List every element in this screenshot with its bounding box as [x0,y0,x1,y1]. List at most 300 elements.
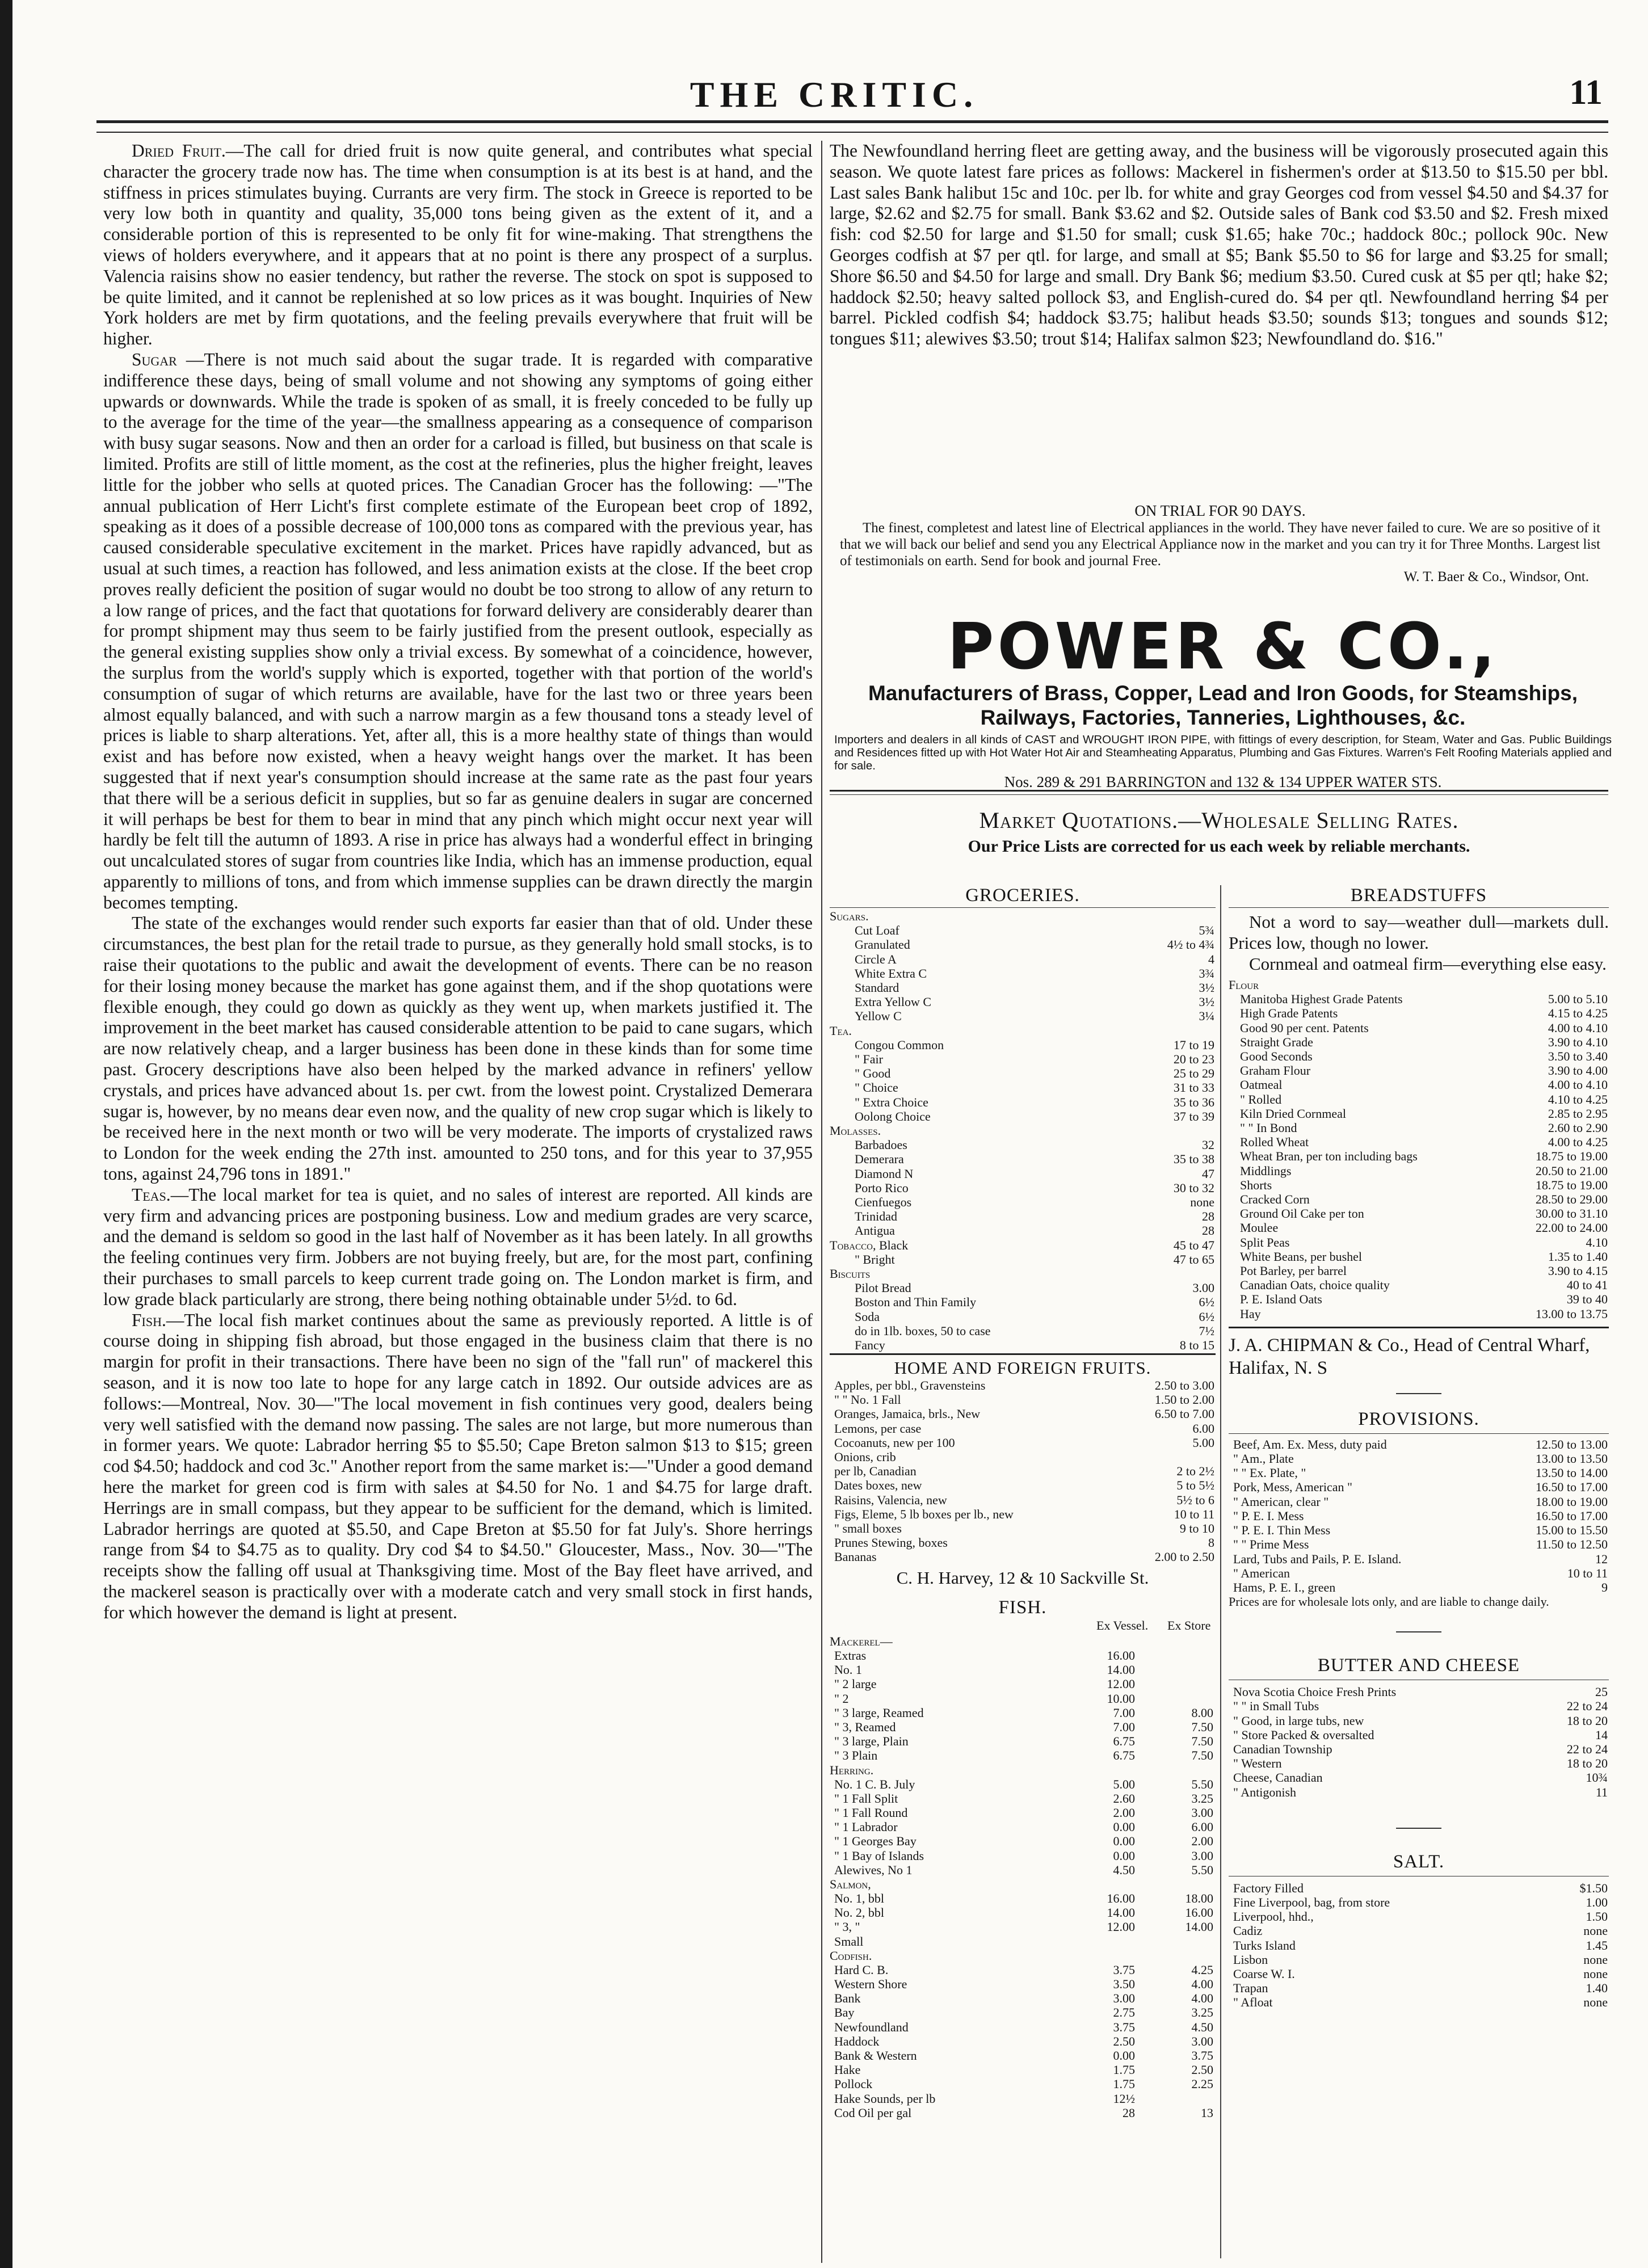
row-item: Beef, Am. Ex. Mess, duty paid [1233,1437,1387,1451]
table-row [830,1834,1216,1848]
row-name: Black [876,1238,909,1252]
row-item: " P. E. I. Thin Mess [1233,1523,1331,1538]
row-ex-store [1136,1877,1216,1891]
row-price: 5½ to 6 [1176,1492,1214,1507]
row-ex-vessel: 12.00 [1107,1920,1135,1934]
table-row [830,1421,1216,1436]
table-row [830,1535,1216,1550]
row-ex-store: 5.50 [1191,1862,1213,1877]
table-row [1229,1135,1609,1149]
row-price: 32 [1202,1138,1214,1152]
row-ex-store: 13 [1201,2105,1213,2120]
row-item: Oranges, Jamaica, brls., New [834,1407,981,1421]
table-row [1229,1006,1609,1020]
table-row [830,1977,1216,1991]
table-row [830,1777,1216,1791]
table-row [830,1152,1216,1166]
table-row [830,1763,1216,1777]
row-name: Granulated [855,937,910,952]
table-row [1229,1953,1609,1967]
provisions-title: PROVISIONS. [1358,1408,1479,1429]
row-price: 4.15 to 4.25 [1548,1006,1608,1021]
butter-title: BUTTER AND CHEESE [1317,1655,1520,1676]
row-name: White Extra C [855,966,927,981]
table-row [830,1820,1216,1834]
row-item: Canadian Township [1233,1741,1332,1756]
row-item: " 3, " [834,1920,860,1934]
row-price: none [1583,1952,1608,1967]
table-row [830,1378,1216,1392]
row-item: Alewives, No 1 [834,1862,913,1877]
row-name: Pot Barley, per barrel [1240,1264,1347,1278]
row-price: 3¼ [1199,1009,1214,1024]
row-ex-store: 4.00 [1191,1977,1213,1992]
table-row [830,1748,1216,1762]
provisions-note: Prices are for wholesale lots only, and are liable to change daily. [1229,1594,1549,1609]
table-row [1229,992,1609,1006]
table-row [830,1281,1216,1295]
row-price: 25 to 29 [1173,1066,1214,1081]
row-name: Manitoba Highest Grade Patents [1240,992,1403,1007]
row-item: Herring. [830,1762,874,1777]
table-row [830,1734,1216,1748]
groceries-table [830,909,1216,1352]
article-paragraph [103,1310,813,1623]
paragraph-text: —The local market for tea is quiet, and no sales of interest are reported. All kinds are very firm and advancing prices are postponing business. Low and medium grades are very scarce, and the demand is seldom so good in the last half of November as it has been lately. In all growths the feeling continues very firm. Jobbers are not buying freely, but are, for the most part, confining their purchases to small parcels to keep current trade going on. The London market is firm, and low grade black particularly are strong, there being nothing obtainable under 5½d. to 6d. [103,1184,813,1309]
breadstuffs-table [1229,978,1609,1321]
row-item: per lb, Canadian [834,1464,917,1479]
row-name: " Good [855,1066,891,1081]
row-item [830,1024,1126,1038]
row-ex-vessel: 12.00 [1107,1677,1135,1691]
table-row [830,1080,1216,1095]
row-ex-store [1136,1648,1216,1663]
ad-power-body: Importers and dealers in all kinds of CAST and WROUGHT IRON PIPE, with fittings of every description, for Steam, Water and Gas. Public Buildings and Residences fitted up with Hot Water Hot Air and Steamheating Apparatus, Plumbing and Gas Fixtures. Warren's Felt Roofing Materials applied and for sale. [834,733,1612,772]
row-price: 1.45 [1586,1938,1608,1953]
left-column [103,141,813,1623]
row-price: 39 to 40 [1566,1292,1608,1307]
row-price: 6.50 to 7.00 [1154,1407,1214,1421]
row-ex-store: 2.00 [1191,1834,1213,1849]
market-column-divider [1220,885,1221,2258]
table-row [830,1877,1216,1891]
row-item [830,1095,1126,1109]
table-row [1229,1580,1609,1594]
row-item: " " No. 1 Fall [834,1392,901,1407]
row-name: " Rolled [1240,1092,1282,1106]
row-ex-vessel: 10.00 [1107,1691,1135,1706]
table-row [830,1550,1216,1564]
row-ex-store: 2.25 [1191,2077,1213,2092]
row-price: 1.00 [1586,1895,1608,1909]
row-price: 28 [1202,1223,1214,1238]
row-item [830,1009,1126,1023]
row-ex-vessel: 2.60 [1113,1791,1135,1806]
row-ex-vessel: 3.75 [1113,1962,1135,1977]
row-price: 18.75 to 19.00 [1535,1177,1608,1192]
table-row [1229,1451,1609,1466]
row-item [830,1195,1126,1209]
table-row [1229,1092,1609,1106]
row-price: 25 [1595,1685,1608,1699]
row-price: 28.50 to 29.00 [1535,1192,1608,1207]
table-row [1229,1480,1609,1494]
table-row [830,981,1216,995]
row-price [1126,1024,1216,1038]
row-ex-vessel: 4.50 [1113,1862,1135,1877]
table-row [1229,1699,1609,1713]
row-item: " 3 large, Plain [834,1734,909,1749]
row-price: 4.10 [1586,1235,1608,1249]
row-item: Western Shore [834,1977,907,1992]
row-name: White Beans, per bushel [1240,1249,1363,1264]
table-row [1229,1206,1609,1221]
table-row [830,1963,1216,1977]
row-price: 6½ [1199,1295,1214,1310]
row-name: Diamond N [855,1166,914,1181]
table-row [830,1706,1216,1720]
row-item: Bananas [834,1550,877,1564]
row-item [830,1324,1126,1338]
row-price: 3½ [1199,995,1214,1009]
row-ex-store: 3.75 [1191,2048,1213,2063]
row-name: P. E. Island Oats [1240,1292,1322,1307]
row-item: Pork, Mess, American " [1233,1480,1353,1495]
table-row [830,1195,1216,1209]
row-item [830,966,1126,981]
table-row [830,1450,1216,1464]
row-item [830,1109,1126,1124]
row-item [830,937,1126,952]
row-item [830,923,1126,937]
breadstuffs-credit: J. A. CHIPMAN & Co., Head of Central Wharf, Halifax, N. S [1229,1335,1590,1378]
row-price: 4.00 to 4.10 [1548,1078,1608,1092]
row-ex-vessel: 3.50 [1113,1977,1135,1992]
row-ex-vessel: 7.00 [1113,1705,1135,1720]
row-item: Hake [834,2063,861,2077]
breadstuffs-section [1229,885,1609,2010]
row-item: Nova Scotia Choice Fresh Prints [1233,1685,1397,1699]
row-price: 30.00 to 31.10 [1535,1206,1608,1221]
table-row [1229,1178,1609,1192]
table-row [1229,1938,1609,1953]
table-row [1229,1509,1609,1523]
row-item [1229,1164,1503,1178]
row-price: 16.50 to 17.00 [1535,1508,1608,1523]
row-price: 13.00 to 13.75 [1535,1306,1608,1321]
table-row [1229,1063,1609,1078]
row-item: Cheese, Canadian [1233,1770,1323,1785]
fish-col-ex-vessel: Ex Vessel. [1096,1618,1149,1632]
row-price: 12.50 to 13.00 [1535,1437,1608,1451]
row-ex-vessel [1084,1949,1136,1963]
row-name: Good Seconds [1240,1049,1313,1064]
row-name: Soda [855,1309,880,1324]
row-category: Flour [1229,978,1259,992]
row-name: Antigua [855,1223,895,1238]
fish-col-ex-store: Ex Store [1167,1618,1211,1632]
table-row [1229,1981,1609,1995]
row-name: Oatmeal [1240,1078,1283,1092]
row-price: none [1190,1195,1214,1210]
row-price: 45 to 47 [1173,1238,1214,1252]
table-row [1229,1221,1609,1235]
row-item [830,1038,1126,1052]
row-item: " 3 large, Reamed [834,1705,924,1720]
row-item [830,1152,1126,1166]
ad-trial [840,502,1600,585]
row-item: " Am., Plate [1233,1451,1294,1466]
groceries-title: GROCERIES. [965,885,1080,906]
row-item: Turks Island [1233,1938,1296,1953]
row-item [1229,978,1503,992]
ad-power-address: Nos. 289 & 291 BARRINGTON and 132 & 134 UPPER WATER STS. [1004,773,1442,790]
provisions-table [1229,1437,1609,1594]
table-row [830,1181,1216,1195]
row-name: " Choice [855,1080,898,1095]
table-row [830,1252,1216,1266]
row-item [1229,1135,1503,1149]
row-ex-vessel: 28 [1123,2105,1135,2120]
row-price: 13.50 to 14.00 [1535,1466,1608,1480]
ad-power-name: POWER & CO., [947,610,1499,684]
table-row [1229,1049,1609,1063]
breadstuffs-title: BREADSTUFFS [1350,885,1487,906]
paragraph-text: —The call for dried fruit is now quite general, and contributes what special character the grocery trade now has. The time when consumption is at its best is at hand, and the stiffness in prices stimulates buying. Currants are very firm. The stock in Greece is reported to be very low both in quantity and quality, 35,000 tons being given as the extent of it, and a considerable portion of this is represented to be only fit for wine-making. That strengthens the views of holders everywhere, and it appears that at no point is there any prospect of a surplus. Valencia raisins show no easier tendency, but rather the reverse. The stock on spot is supposed to be quite limited, and it cannot be replenished at so low prices as it was bought. Inquiries of New York holders are met by firm quotations, and the feeling prevails everywhere that fruit will be higher. [103,141,813,349]
row-item [1229,992,1503,1006]
fruits-credit: C. H. Harvey, 12 & 10 Sackville St. [896,1567,1149,1588]
table-row [830,952,1216,966]
row-price: 22 to 24 [1566,1699,1608,1714]
row-price: 2.60 to 2.90 [1548,1121,1608,1135]
table-row [830,937,1216,952]
row-item [830,1338,1126,1352]
row-name: " Fair [855,1052,883,1067]
row-price [1126,1266,1216,1281]
table-row [1229,1537,1609,1551]
fruits-section [830,1358,1216,1588]
row-price: 7½ [1199,1323,1214,1338]
row-ex-store: 8.00 [1191,1705,1213,1720]
table-row [830,1863,1216,1877]
paragraph-lead: Dried Fruit. [132,141,226,161]
table-row [830,1677,1216,1691]
row-name: Trinidad [855,1209,897,1224]
row-item: Bank & Western [834,2048,917,2063]
row-price: 35 to 36 [1173,1095,1214,1109]
table-row [830,2077,1216,2091]
row-ex-store [1136,1949,1216,1963]
market-title: Market Quotations.—Wholesale Selling Rates. [979,807,1459,833]
row-name: Congou Common [855,1037,944,1052]
row-price: 4.00 to 4.25 [1548,1135,1608,1150]
groceries-section [830,885,1216,1352]
row-ex-store: 4.00 [1191,1991,1213,2006]
row-ex-vessel: 3.75 [1113,2019,1135,2034]
table-row [1229,1685,1609,1699]
market-subtitle: Our Price Lists are corrected for us each week by reliable merchants. [968,837,1470,856]
row-name: Middlings [1240,1163,1292,1178]
row-item: Cod Oil per gal [834,2105,912,2120]
row-ex-store: 2.50 [1191,2063,1213,2077]
table-row [1229,1021,1609,1035]
table-row [830,2020,1216,2034]
row-ex-store: 3.00 [1191,1806,1213,1820]
table-row [830,2063,1216,2077]
row-price: 6.00 [1192,1421,1214,1436]
row-ex-store: 7.50 [1191,1748,1213,1763]
row-item [1229,1035,1503,1049]
row-name: " Extra Choice [855,1095,928,1109]
row-ex-store: 18.00 [1185,1891,1213,1906]
row-item [830,981,1126,995]
row-price: 6½ [1199,1309,1214,1324]
fruits-table [830,1378,1216,1564]
row-price: 3.00 [1192,1281,1214,1295]
row-item [830,1281,1126,1295]
table-row [830,1167,1216,1181]
row-price: 35 to 38 [1173,1152,1214,1167]
row-name: Split Peas [1240,1235,1290,1249]
row-name: Ground Oil Cake per ton [1240,1206,1364,1221]
row-ex-vessel: 0.00 [1113,1834,1135,1849]
row-ex-store: 3.25 [1191,1791,1213,1806]
row-item: Figs, Eleme, 5 lb boxes per lb., new [834,1507,1014,1521]
table-row [830,1905,1216,1920]
salt-table [1229,1881,1609,2010]
row-ex-store: 5.50 [1191,1777,1213,1791]
row-price: 1.50 [1586,1909,1608,1924]
row-ex-vessel: 12½ [1113,2091,1135,2106]
row-category: Tea. [830,1023,852,1038]
row-price: 5.00 [1192,1435,1214,1450]
row-name: Graham Flour [1240,1063,1311,1078]
table-row [830,1392,1216,1407]
row-item [1229,1092,1503,1106]
table-row [830,995,1216,1009]
row-item: Small [834,1934,864,1949]
fish-section [830,1597,1216,2120]
row-item: " Western [1233,1756,1282,1771]
row-price: 18 to 20 [1566,1713,1608,1728]
row-item [1229,1235,1503,1249]
row-ex-store: 3.00 [1191,2034,1213,2048]
row-name: Pilot Bread [855,1281,911,1295]
row-price: 9 [1601,1580,1608,1594]
row-item: Newfoundland [834,2019,909,2034]
row-item: Liverpool, hhd., [1233,1909,1314,1924]
row-item: Hams, P. E. I., green [1233,1580,1336,1594]
market-rule [830,790,1608,792]
ad-trial-body: The finest, completest and latest line of Electrical appliances in the world. They have never failed to cure. We are so positive of it that we will back our belief and send you any Electrical Appliance now in the market and you can try it for Three Months. Largest list of testimonials on earth. Send for book and journal Free. [840,520,1600,569]
row-ex-vessel: 0.00 [1113,1848,1135,1863]
row-item [830,1066,1126,1080]
salt-title: SALT. [1393,1851,1445,1872]
header-rule-thin [96,132,1608,133]
table-row [1229,1995,1609,2009]
row-ex-store: 4.25 [1191,1962,1213,1977]
row-item: Codfish. [830,1948,872,1963]
row-price: 9 to 10 [1179,1521,1214,1536]
row-item: " 1 Fall Split [834,1791,898,1806]
row-price: 20 to 23 [1173,1052,1214,1067]
ad-trial-title: ON TRIAL FOR 90 DAYS. [1134,502,1306,519]
row-price: 4½ to 4¾ [1167,937,1214,952]
row-item [830,952,1126,966]
row-price [1503,978,1609,992]
row-price: 5 to 5½ [1176,1478,1214,1493]
table-row [830,1338,1216,1352]
column-divider [821,141,822,2263]
paragraph-lead: Teas. [132,1184,171,1205]
row-item [830,1167,1126,1181]
table-row [1229,1035,1609,1049]
row-item: Bay [834,2005,855,2020]
ad-trial-signature: W. T. Baer & Co., Windsor, Ont. [1403,569,1589,584]
row-name: Good 90 per cent. Patents [1240,1020,1369,1035]
row-price: 5.00 to 5.10 [1548,992,1608,1007]
table-row [830,1038,1216,1052]
table-row [830,1223,1216,1238]
row-name: Extra Yellow C [855,995,932,1009]
paragraph-text: The state of the exchanges would render such exports far easier than that of old. Under these circumstances, the best plan for the retail trade to pursue, as they generally hold small stocks, is to raise their quotations to the public and await the development of events. There can be no reason for their losing money because the market has gone against them, and if the shop quotations were flexible enough, they could go down as quickly as they went up, when markets justified it. The improvement in the beet market has caused considerable attention to be paid to cane sugars, which are now relatively cheap, and a larger business has been done in these kinds than for some time past. Grocery descriptions have also been helped by the marked advance in refiners' yellow crystals, and prices have advanced about 1s. per cwt. from the lowest point. Crystalized Demerara sugar is, however, by no means dear even now, and the quality of new crop sugar which is likely to be received here in the next month or two will be very moderate. The imports of crystalized raws to London for the week ending the 27th inst. amounted to 250 tons, and for this year to 37,955 tons, against 24,796 tons in 1891." [103,913,813,1184]
row-name: Yellow C [855,1009,902,1024]
row-ex-store: 4.50 [1191,2019,1213,2034]
row-price: 18.00 to 19.00 [1535,1494,1608,1509]
row-price: 3.90 to 4.10 [1548,1034,1608,1049]
table-row [1229,1235,1609,1249]
row-price: 17 to 19 [1173,1037,1214,1052]
row-price: 10 to 11 [1567,1566,1608,1580]
row-item [830,995,1126,1009]
table-row [1229,1770,1609,1785]
row-item: " small boxes [834,1521,902,1536]
row-price: 22.00 to 24.00 [1535,1221,1608,1235]
row-ex-vessel: 6.75 [1113,1734,1135,1749]
row-item [1229,1006,1503,1020]
table-row [830,1052,1216,1066]
row-price [1126,909,1216,923]
row-item: " " in Small Tubs [1233,1699,1319,1714]
row-price: 10¾ [1586,1770,1608,1785]
row-item: " 3, Reamed [834,1720,896,1735]
paragraph-text: —There is not much said about the sugar trade. It is regarded with comparative indifference these days, being of small volume and not showing any symptoms of going either upwards or downwards. While the trade is spoken of as small, it is freely conceded to be fully up to the average for the time of the year—the smallness appearing as a consequence of comparison with busy sugar seasons. Now and then an order for a carload is filled, but business on that scale is limited. Profits are still of little moment, as the cost at the refineries, plus the higher freight, leaves little for the jobber who sells at quoted prices. The Canadian Grocer has the following: —"The annual publication of Herr Licht's first complete estimate of the European beet crop of 1892, speaking as it does of a possible decrease of 100,000 tons as compared with the previous year, has caused considerable speculative excitement in the market. Prices have rapidly advanced, but as usual at such times, a reaction has followed, and less animation exists at the close. If the beet crop proves really deficient the position of sugar would no doubt be too strong to allow of any return to a low range of prices, and the fact that quotations for forward delivery are considerably dearer than for prompt shipment may thus seem to be fairly justified from the present outlook, especially as the general existing supplies show only a trivial excess. By somewhat of a coincidence, however, the surplus from the world's supply which is exported, together with that portion of the world's consumption of sugar of which returns are available, have for the last two or three years been almost equally balanced, and with such a narrow margin as a few thousand tons a steady level of prices is liable to sharp alterations. Yet, after all, this is a more healthy state of things than would exist and has before now existed, when a heavy weight hangs over the market. It has been suggested that if next year's consumption should increase at the same rate as the past four years that there will be a serious deficit in supplies, but so far as genuine dealers in sugar are concerned it will perhaps be best for them to bear in mind that any pinch which might occur next year will hardly be felt till the autumn of 1893. A rise in price has always had a wonderful effect in bringing out uncalculated stores of sugar from countries like India, which has an immense production, equal apparently to millions of tons, and from which immense supplies can be drawn directly the margin becomes tempting. [103,349,813,912]
row-name: Oolong Choice [855,1109,931,1124]
row-name: do in 1lb. boxes, 50 to case [855,1323,991,1338]
row-price: 1.40 [1586,1981,1608,1996]
row-item: " 1 Georges Bay [834,1834,917,1849]
row-price: $1.50 [1579,1880,1608,1895]
row-price: 31 to 33 [1173,1080,1214,1095]
row-ex-store [1136,1663,1216,1677]
row-name: " " In Bond [1240,1121,1297,1135]
table-row [830,1478,1216,1492]
row-price: 11 [1595,1785,1608,1799]
table-row [1229,1909,1609,1924]
market-header [830,807,1608,856]
row-ex-store [1136,1934,1216,1949]
row-item: " Good, in large tubs, new [1233,1713,1364,1728]
row-item: Mackerel— [830,1634,893,1648]
table-row [830,1109,1216,1124]
row-price: 47 [1202,1166,1214,1181]
row-name: Hay [1240,1306,1261,1321]
row-item [1229,1192,1503,1206]
row-price: 8 to 15 [1179,1338,1214,1353]
row-ex-store [1136,1634,1216,1648]
page-edge-bar [0,0,12,2268]
row-item [830,1310,1126,1324]
